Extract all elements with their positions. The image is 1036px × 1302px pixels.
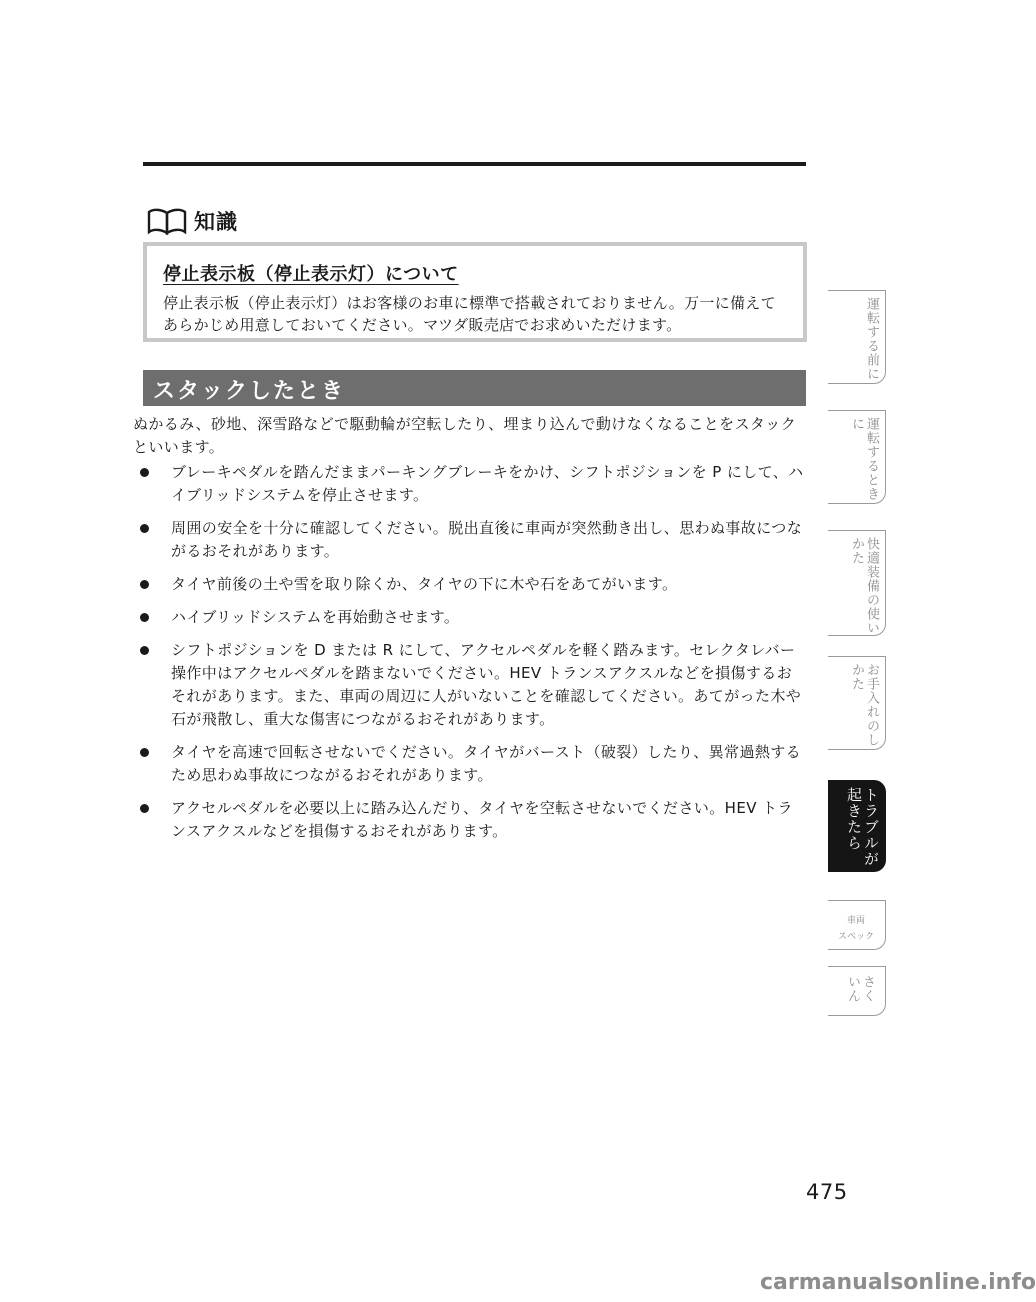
tab-label: さくいん	[845, 975, 875, 1003]
bullet-icon	[140, 646, 149, 655]
section-title: スタックしたとき	[153, 379, 346, 404]
tab-label: スペック	[837, 932, 874, 942]
bullet-icon	[140, 748, 149, 757]
list-item	[133, 606, 806, 629]
tab-label: 快適装備の使いかた	[849, 537, 879, 635]
instruction-list	[133, 461, 806, 853]
list-item-text: タイヤを高速で回転させないでください。タイヤがバースト（破裂）したり、異常過熱するため思わぬ事故につながるおそれがあります。	[171, 743, 802, 784]
tab-label: 運転する前に	[864, 297, 879, 381]
list-item	[133, 517, 806, 563]
chapter-tabs	[828, 0, 890, 1302]
tab-before-driving[interactable]	[828, 290, 886, 384]
bullet-icon	[140, 468, 149, 477]
watermark: carmanualsonline.info	[760, 1270, 1036, 1295]
tab-index[interactable]	[828, 966, 886, 1016]
list-item	[133, 797, 806, 843]
bullet-icon	[140, 613, 149, 622]
bullet-icon	[140, 804, 149, 813]
tab-comfort-features[interactable]	[828, 530, 886, 636]
page-number: 475	[806, 1180, 848, 1204]
list-item-text: ブレーキペダルを踏んだままパーキングブレーキをかけ、シフトポジションを P にして、ハイブリッドシステムを停止させます。	[171, 463, 804, 504]
list-item-text: ハイブリッドシステムを再始動させます。	[171, 608, 460, 626]
list-item-text: シフトポジションを D または R にして、アクセルペダルを軽く踏みます。セレクタレバー操作中はアクセルペダルを踏まないでください。HEV トランスアクスルなどを損傷するおそれがあります。また、車両の周辺に人がいないことを確認してください。あてがった木や石が飛散し、重大な傷害につながるおそれがあります。	[171, 641, 802, 728]
open-book-icon	[146, 207, 188, 235]
info-box	[143, 242, 807, 342]
knowledge-title: 知識	[194, 210, 238, 234]
bullet-icon	[140, 524, 149, 533]
tab-vehicle-specs[interactable]	[828, 900, 886, 950]
bullet-icon	[140, 580, 149, 589]
info-box-title: 停止表示板（停止表示灯）について	[163, 264, 459, 285]
tab-label: トラブルが起きたら	[845, 787, 880, 867]
tab-label: お手入れのしかた	[849, 663, 879, 747]
list-item	[133, 461, 806, 507]
list-item	[133, 639, 806, 731]
list-item-text: タイヤ前後の土や雪を取り除くか、タイヤの下に木や石をあてがいます。	[171, 575, 678, 593]
tab-label: 車両	[846, 916, 865, 926]
section-header-bar	[143, 370, 806, 406]
knowledge-header	[146, 204, 238, 238]
info-box-body: 停止表示板（停止表示灯）はお客様のお車に標準で搭載されておりません。万一に備えてあらかじめ用意しておいてください。マツダ販売店でお求めいただけます。	[163, 294, 776, 334]
section-intro: ぬかるみ、砂地、深雪路などで駆動輪が空転したり、埋まり込んで動けなくなることをスタックといいます。	[133, 415, 797, 456]
top-rule	[143, 162, 806, 166]
list-item	[133, 573, 806, 596]
tab-troubleshooting[interactable]	[828, 780, 886, 872]
tab-while-driving[interactable]	[828, 410, 886, 504]
tab-label: 運転するときに	[849, 417, 879, 501]
tab-maintenance[interactable]	[828, 656, 886, 750]
list-item-text: 周囲の安全を十分に確認してください。脱出直後に車両が突然動き出し、思わぬ事故につながるおそれがあります。	[171, 519, 803, 560]
list-item-text: アクセルペダルを必要以上に踏み込んだり、タイヤを空転させないでください。HEV トランスアクスルなどを損傷するおそれがあります。	[171, 799, 793, 840]
list-item	[133, 741, 806, 787]
